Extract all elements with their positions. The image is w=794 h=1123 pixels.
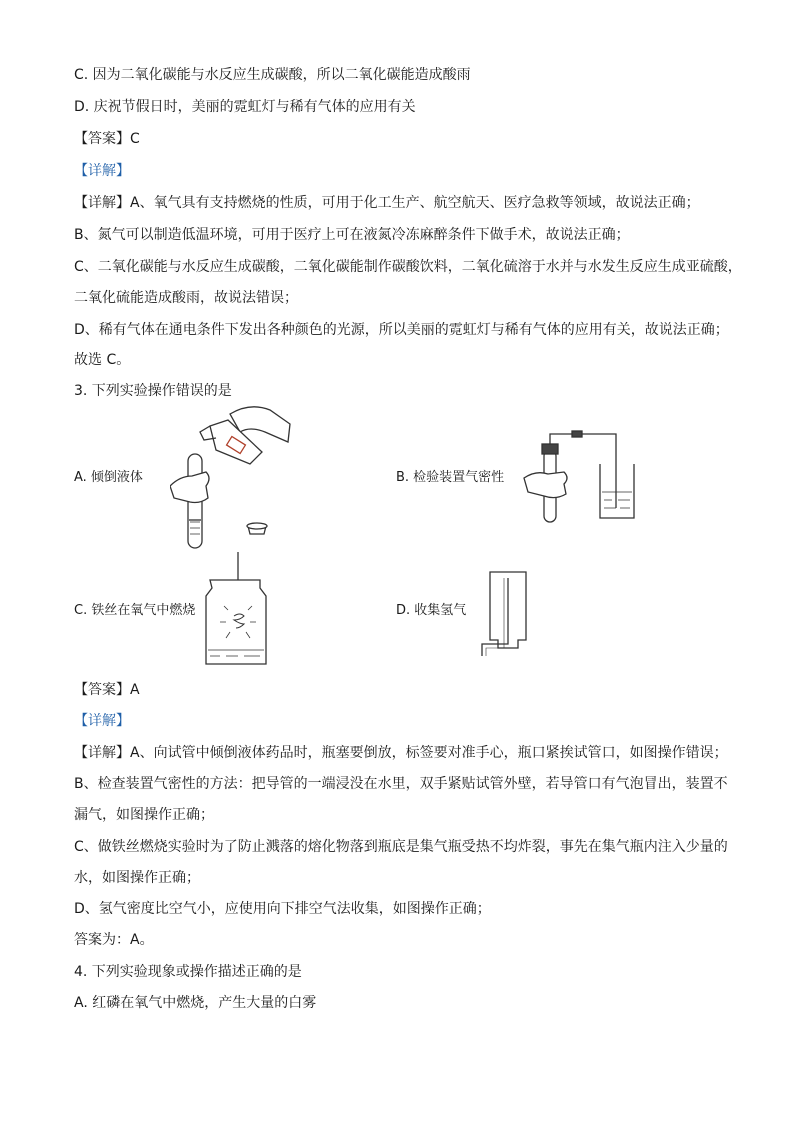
option-c-text: C. 因为二氧化碳能与水反应生成碳酸，所以二氧化碳能造成酸雨 — [74, 67, 471, 83]
question-3: 3. 下列实验操作错误的是 — [74, 383, 232, 399]
detail-paragraph: 【详解】A、向试管中倾倒液体药品时，瓶塞要倒放，标签要对准手心，瓶口紧挨试管口，如图操作错误； — [74, 745, 728, 761]
detail-heading: 【详解】 — [74, 713, 130, 729]
figure-iron-wire-burning — [200, 552, 270, 670]
detail-paragraph: D、氢气密度比空气小，应使用向下排空气法收集，如图操作正确； — [74, 901, 491, 917]
detail-paragraph: 二氧化硫能造成酸雨，故说法错误； — [74, 290, 298, 306]
figure-airtightness-check — [520, 430, 650, 525]
option-c-label: C. 铁丝在氧气中燃烧 — [74, 603, 196, 618]
option-d-label: D. 收集氢气 — [396, 603, 467, 618]
detail-heading: 【详解】 — [74, 163, 130, 179]
question-4-option-a: A. 红磷在氧气中燃烧，产生大量的白雾 — [74, 995, 317, 1011]
answer-label: 【答案】C — [74, 131, 140, 147]
answer-label: 【答案】A — [74, 682, 140, 698]
option-a-label: A. 倾倒液体 — [74, 470, 143, 485]
conclusion: 故选 C。 — [74, 352, 131, 368]
figure-pouring-liquid — [170, 402, 300, 552]
detail-paragraph: 【详解】A、氧气具有支持燃烧的性质，可用于化工生产、航空航天、医疗急救等领域，故说法正确； — [74, 195, 700, 211]
question-4: 4. 下列实验现象或操作描述正确的是 — [74, 964, 302, 980]
detail-paragraph: 漏气，如图操作正确； — [74, 807, 214, 823]
detail-paragraph: B、检查装置气密性的方法：把导管的一端浸没在水里，双手紧贴试管外壁，若导管口有气泡冒出，装置不 — [74, 776, 728, 792]
detail-paragraph: B、氮气可以制造低温环境，可用于医疗上可在液氮冷冻麻醉条件下做手术，故说法正确； — [74, 227, 630, 243]
option-b-label: B. 检验装置气密性 — [396, 470, 505, 485]
detail-paragraph: 水，如图操作正确； — [74, 870, 200, 886]
detail-paragraph: D、稀有气体在通电条件下发出各种颜色的光源，所以美丽的霓虹灯与稀有气体的应用有关，故说法正确； — [74, 322, 729, 338]
detail-paragraph: C、做铁丝燃烧实验时为了防止溅落的熔化物落到瓶底是集气瓶受热不均炸裂，事先在集气瓶内注入少量的 — [74, 839, 728, 855]
figure-collecting-hydrogen — [478, 570, 538, 660]
detail-paragraph: C、二氧化碳能与水反应生成碳酸，二氧化碳能制作碳酸饮料，二氧化硫溶于水并与水发生反应生成亚硫酸， — [74, 259, 742, 275]
conclusion: 答案为：A。 — [74, 932, 154, 948]
option-d-text: D. 庆祝节假日时，美丽的霓虹灯与稀有气体的应用有关 — [74, 99, 416, 115]
